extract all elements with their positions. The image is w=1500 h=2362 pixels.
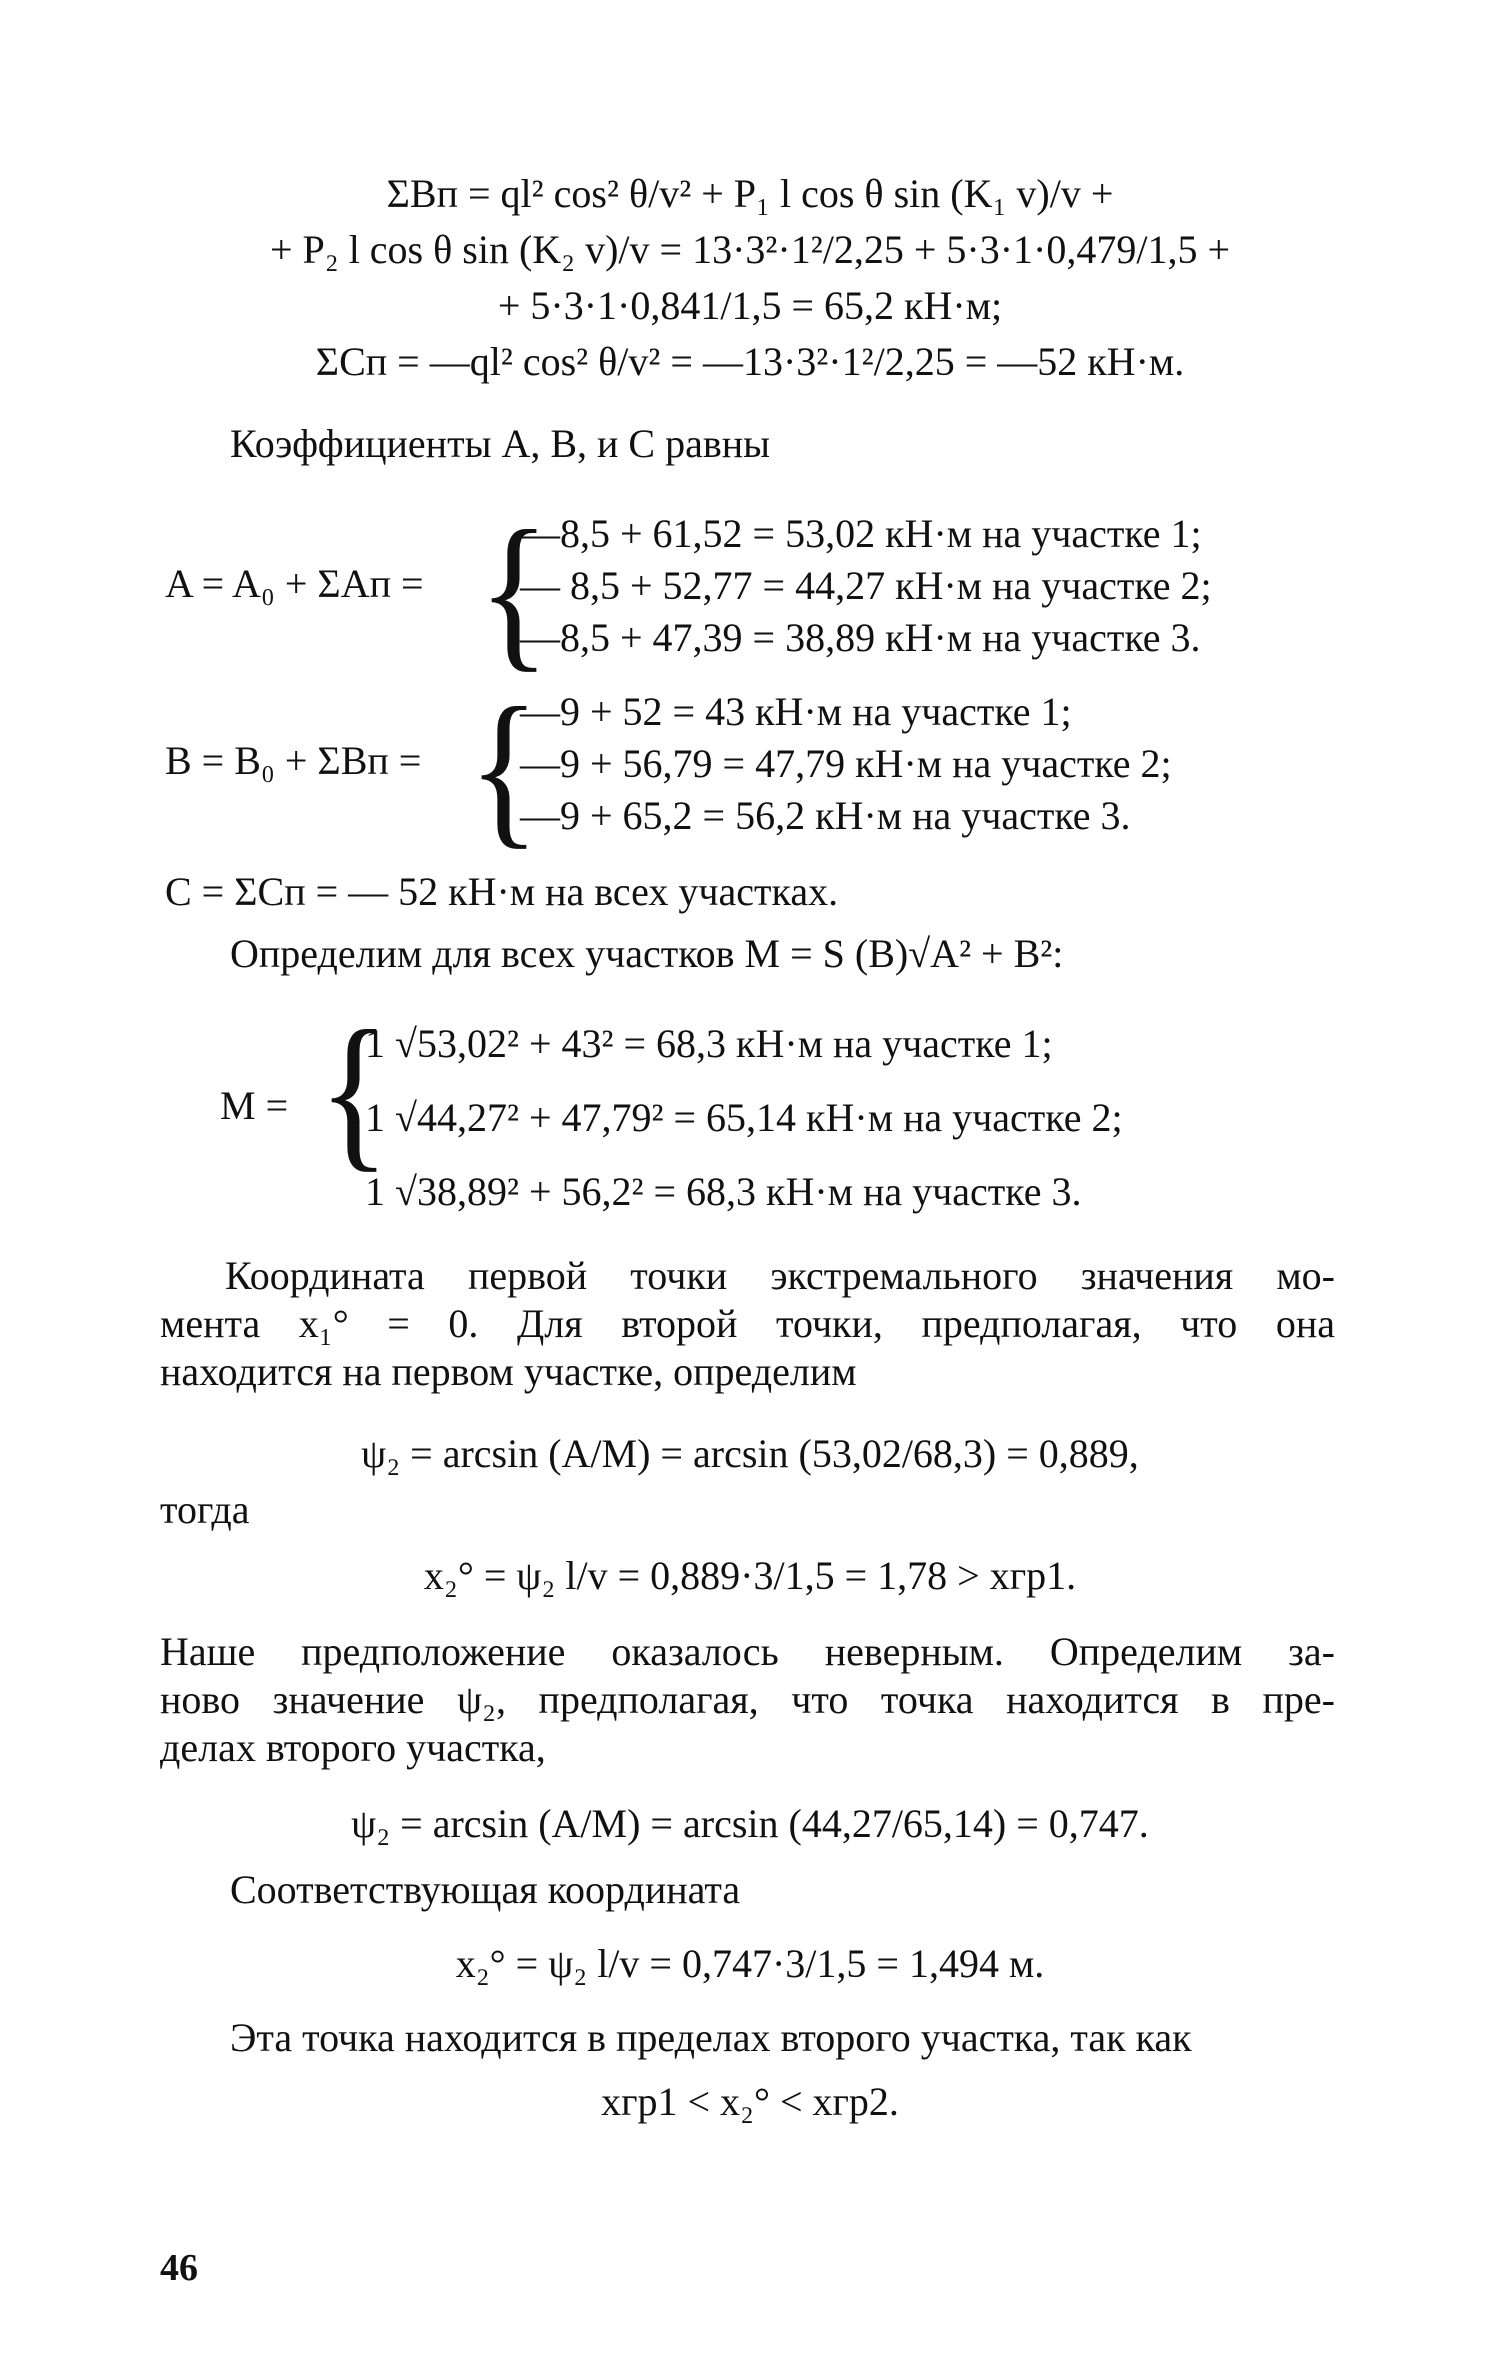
a-label: A = A₀ + ΣAп =: [165, 561, 424, 606]
para-1-line-2: мента x₁° = 0. Для второй точки, предполагая, что она: [160, 1301, 1335, 1346]
then-word: тогда: [160, 1487, 250, 1532]
para-2-line-3: делах второго участка,: [160, 1725, 546, 1770]
para-4: Эта точка находится в пределах второго участка, так как: [230, 2015, 1192, 2060]
m-brace: {: [318, 995, 390, 1187]
coefficients-intro: Коэффициенты A, B, и C равны: [230, 421, 771, 466]
formula-psi-2: ψ₂ = arcsin (A/M) = arcsin (44,27/65,14) = 0,747.: [351, 1801, 1149, 1846]
formula-sum-b-result: + 5·3·1·0,841/1,5 = 65,2 кН·м;: [497, 283, 1003, 328]
para-2-line-2: ново значение ψ₂, предполагая, что точка находится в пре-: [160, 1677, 1335, 1722]
formula-inequality: xгр1 < x₂° < xгр2.: [601, 2079, 899, 2124]
para-2-line-1: Наше предположение оказалось неверным. Определим за-: [160, 1629, 1335, 1674]
a-row-1: —8,5 + 61,52 = 53,02 кН·м на участке 1;: [520, 511, 1202, 556]
m-intro: Определим для всех участков M = S (B)√A² + B²:: [230, 931, 1064, 976]
b-row-3: —9 + 65,2 = 56,2 кН·м на участке 3.: [520, 793, 1131, 838]
m-row-3: 1 √38,89² + 56,2² = 68,3 кН·м на участке 3.: [365, 1169, 1082, 1214]
b-row-2: —9 + 56,79 = 47,79 кН·м на участке 2;: [520, 741, 1172, 786]
formula-x2-2: x₂° = ψ₂ l/v = 0,747·3/1,5 = 1,494 м.: [455, 1941, 1045, 1986]
formula-psi-1: ψ₂ = arcsin (A/M) = arcsin (53,02/68,3) = 0,889,: [361, 1431, 1139, 1476]
c-line: C = ΣCп = — 52 кН·м на всех участках.: [165, 869, 839, 914]
formula-sum-c: ΣCп = —ql² cos² θ/v² = —13·3²·1²/2,25 = —52 кН·м.: [315, 339, 1185, 384]
page-number: 46: [160, 2247, 198, 2289]
m-label: M =: [220, 1083, 289, 1128]
b-brace: {: [468, 672, 540, 864]
b-label: B = B₀ + ΣBп =: [165, 738, 422, 783]
b-row-1: —9 + 52 = 43 кН·м на участке 1;: [520, 689, 1072, 734]
formula-x2-1: x₂° = ψ₂ l/v = 0,889·3/1,5 = 1,78 > xгр1.: [423, 1553, 1077, 1598]
a-row-3: —8,5 + 47,39 = 38,89 кН·м на участке 3.: [520, 615, 1201, 660]
corresponding-coordinate: Соответствующая координата: [230, 1867, 741, 1912]
a-brace: {: [478, 495, 550, 687]
formula-sum-b: ΣBп = ql² cos² θ/v² + P₁ l cos θ sin (K₁ v)/v +: [386, 171, 1114, 216]
m-row-1: 1 √53,02² + 43² = 68,3 кН·м на участке 1;: [365, 1021, 1053, 1066]
para-1-line-3: находится на первом участке, определим: [160, 1349, 857, 1394]
para-1-line-1: Координата первой точки экстремального значения мо-: [225, 1253, 1335, 1298]
a-row-2: — 8,5 + 52,77 = 44,27 кН·м на участке 2;: [520, 563, 1212, 608]
formula-sum-b-cont: + P₂ l cos θ sin (K₂ v)/v = 13·3²·1²/2,25 + 5·3·1·0,479/1,5 +: [269, 227, 1231, 272]
m-row-2: 1 √44,27² + 47,79² = 65,14 кН·м на участке 2;: [365, 1095, 1123, 1140]
